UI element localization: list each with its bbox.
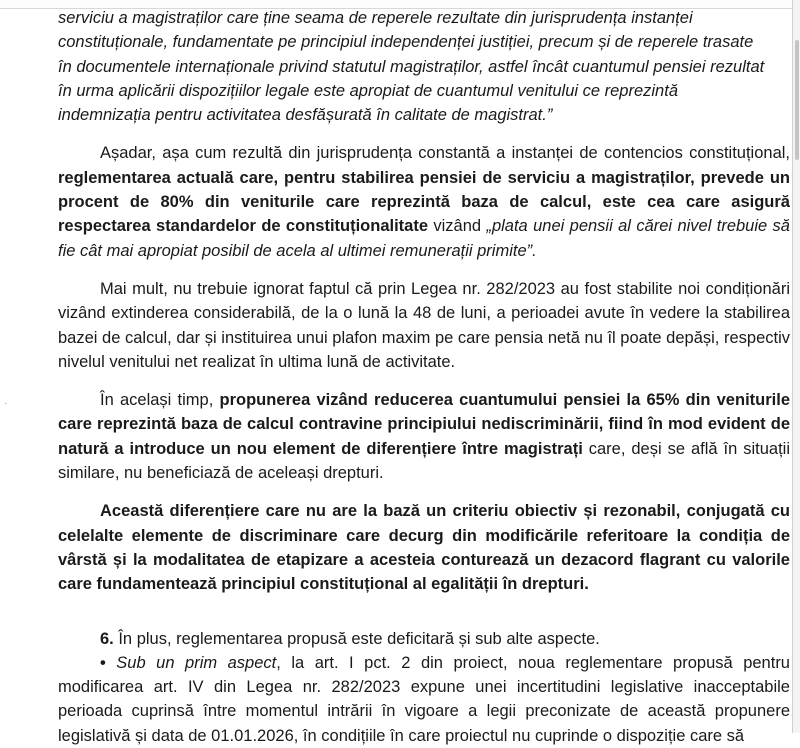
italic-lead: Sub un prim aspect: [116, 653, 277, 672]
italic-quote: „plata unei pensii al cărei nivel trebuie să fie cât mai apropiat posibil de acela al ultimei remunerații primite”.: [58, 217, 790, 260]
quote-paragraph: [58, 6, 790, 127]
section-number: 6.: [100, 629, 114, 648]
bullet-icon: •: [100, 653, 106, 672]
bold-emphasis: reglementarea actuală care, pentru stabilirea pensiei de serviciu a magistraților, prevede un procent de 80% din veniturile care reprezintă baza de calcul, este cea care asigură respectarea standardelor de constituționalitate: [58, 168, 790, 236]
paragraph-in-acelasi-timp: În același timp, propunerea vizând reducerea cuantumului pensiei la 65% din veniturile care reprezintă baza de calcul contravine principiului nediscriminării, fiind în mod evident de natură a introduce un nou element de diferențiere între magistrați care, deși se află în situații similare, nu beneficiază de aceleași drepturi.: [58, 391, 790, 483]
scrollbar-thumb[interactable]: [795, 40, 799, 160]
section-6-heading: 6. În plus, reglementarea propusă este deficitară și sub alte aspecte.: [100, 629, 600, 648]
quote-line: în documentele internaționale privind statutul magistraților, astfel încât cuantumul pensiei rezultat: [58, 57, 765, 76]
bold-emphasis: propunerea vizând reducerea cuantumului pensiei la 65% din veniturile care reprezintă baza de calcul contravine principiului nediscriminării, fiind în mod evident de natură a introduce un nou element de diferențiere între magistrați: [58, 391, 790, 458]
paragraph-asadar: Așadar, așa cum rezultă din jurisprudența constantă a instanței de contencios constituțional, reglementarea actuală care, pentru stabilirea pensiei de serviciu a magistraților, prevede un procent de 80% din veniturile care reprezintă baza de calcul, este cea care asigură respectarea standardelor de constituționalitate vizând „plata unei pensii al cărei nivel trebuie să fie cât mai apropiat posibil de acela al ultimei remunerații primite”.: [58, 144, 790, 260]
quote-line: serviciu a magistraților care ține seama de reperele rezultate din jurisprudența instanței: [58, 9, 693, 27]
document-page: [58, 6, 790, 748]
bullet-paragraph: • Sub un prim aspect, la art. I pct. 2 din proiect, noua reglementare propusă pentru modificarea art. IV din Legea nr. 282/2023 expune unei incertitudini legislative inacceptabile perioada cuprinsă între momentul intrării în vigoare a legii preconizate de această propunere legislativă și data de 01.01.2026, în condițiile în care proiectul nu cuprinde o dispoziție care să: [58, 653, 790, 745]
quote-line: indemnizația pentru activitatea desfășurată în calitate de magistrat.”: [58, 106, 553, 125]
paragraph-mai-mult: Mai mult, nu trebuie ignorat faptul că prin Legea nr. 282/2023 au fost stabilite noi condiționări vizând extinderea considerabilă, de la o lună la 48 de luni, a perioadei avute în vedere la stabilirea bazei de calcul, dar și instituirea unui plafon maxim pe care pensia netă nu îl poate depăși, respectiv nivelul venitului net realizat în ultima lună de activitate.: [58, 279, 790, 371]
paragraph-diferentiere: Această diferențiere care nu are la bază un criteriu obiectiv și rezonabil, conjugată cu celelalte elemente de discriminare care decurg din modificările referitoare la condiția de vârstă și la modalitatea de etapizare a acesteia conturează un dezacord flagrant cu valorile care fundamentează principiul constituțional al egalității în drepturi.: [58, 502, 790, 594]
quote-line: constituționale, fundamentate pe principiul independenței justiției, precum și de reperele trasate: [58, 33, 754, 52]
margin-mark: ·: [4, 398, 8, 409]
vertical-scrollbar[interactable]: [792, 0, 800, 733]
quote-line: în urma aplicării dispozițiilor legale este apropiat de cuantumul venitului ce reprezintă: [58, 81, 678, 100]
